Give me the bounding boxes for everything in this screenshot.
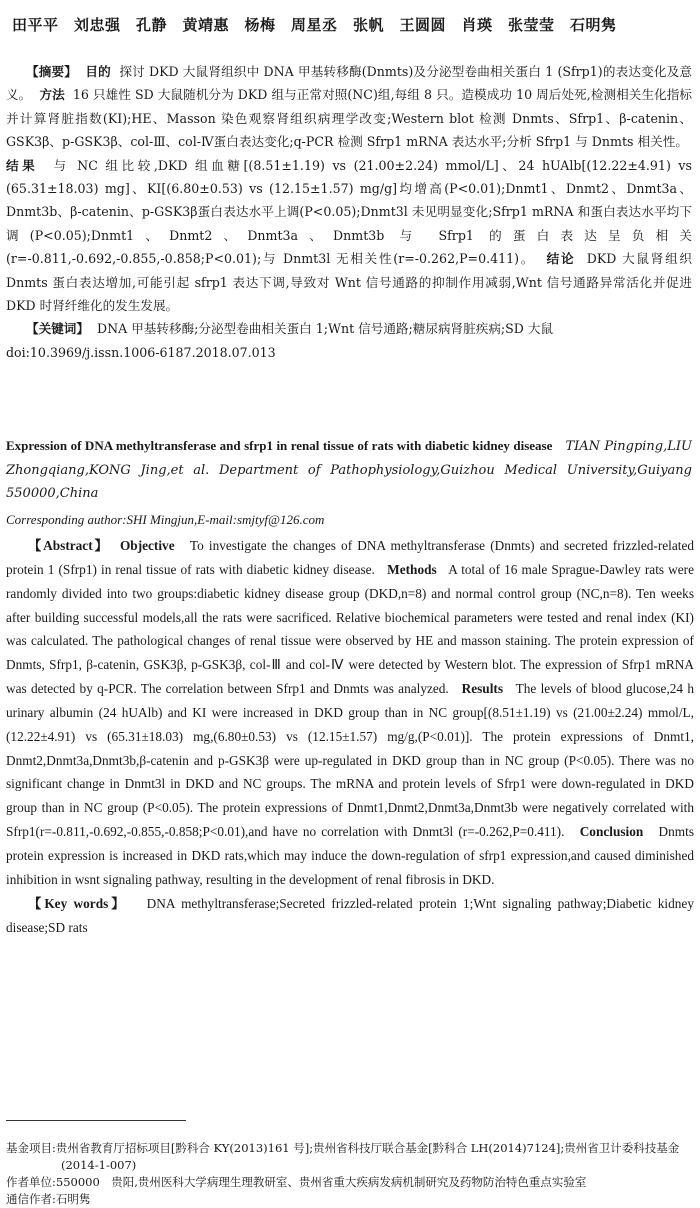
en-methods-text: A total of 16 male Sprague-Dawley rats were randomly divided into two groups:diabetic kidney disease group (DKD,n=8) and normal control group (NC,n=8). Ten weeks after building successful models,all the rats were sacrificed. Relative biochemical parameters were tested and renal index (KI) was calculated. The pathological changes of renal tissue were observed by HE and masson staining. The protein expression of Dnmts, Sfrp1, β-catenin, GSK3β, p-GSK3β, col-Ⅲ and col-Ⅳ were detected by Western blot. The expression of Sfrp1 mRNA was detected by q-PCR. The correlation between Sfrp1 and Dnmts was analyzed. <box>6 561 694 697</box>
en-objective-label: Objective <box>119 538 175 553</box>
methods-label: 方法 <box>39 87 65 103</box>
methods-text: 16 只雄性 SD 大鼠随机分为 DKD 组与正常对照(NC)组,每组 8 只。造模成功 10 周后处死,检测相关生化指标并计算肾脏指数(KI);HE、Masson 染色观察肾组织病理学改变;Western blot 检测 Dnmts、Sfrp1、β-catenin、GSK3β、p-GSK3β、col-Ⅲ、col-Ⅳ蛋白表达变化;q-PCR 检测 Sfrp1 mRNA 表达水平;分析 Sfrp1 与 Dnmts 相关性。 <box>6 87 693 150</box>
en-objective-text: To investigate the changes of DNA methyltransferase (Dnmts) and secreted frizzled-related protein 1 (Sfrp1) in renal tissue of rats with diabetic kidney disease. <box>6 538 694 577</box>
english-abstract-body <box>6 534 694 892</box>
en-results-text: The levels of blood glucose,24 h urinary albumin (24 hUAlb) and KI were increased in DKD group than in NC group[(8.51±1.19) vs (21.00±2.24) mmol/L,(12.22±4.91) vs (65.31±18.03) mg,(6.80±0.53) vs (12.15±1.57) mg/g,(P<0.01)]. The protein expressions of Dnmt1, Dnmt2,Dnmt3a,Dnmt3b,β-catenin and p-GSK3β were up-regulated in DKD group than in NC group (P<0.05). There was no significant change in Dnmt3l in DKD and NC groups. The mRNA and protein levels of Sfrp1 were down-regulated in DKD group than in NC group (P<0.05). The protein expressions of Dnmt1,Dnmt2,Dnmt3a,Dnmt3b were negatively correlated with Sfrp1(r=-0.811,-0.692,-0.855,-0.858;P<0.01),and have no correlation with Dnmt3l (r=-0.262,P=0.411). <box>6 681 695 840</box>
english-title: Expression of DNA methyltransferase and sfrp1 in renal tissue of rats with diabetic kidney disease <box>6 438 553 453</box>
chinese-abstract <box>6 60 692 364</box>
abstract-label: 【摘要】 <box>26 64 78 79</box>
english-title-block <box>6 434 692 506</box>
results-label: 结果 <box>6 157 39 173</box>
en-conclusion-label: Conclusion <box>579 824 644 840</box>
objective-text: 探讨 DKD 大鼠肾组织中 DNA 甲基转移酶(Dnmts)及分泌型卷曲相关蛋白 1 (Sfrp1)的表达变化及意义。 <box>6 64 693 103</box>
en-keywords-label: 【Key words】 <box>28 895 128 911</box>
footnote-divider <box>6 1120 186 1121</box>
chinese-keywords <box>6 317 692 340</box>
doi: doi:10.3969/j.issn.1006-6187.2018.07.013 <box>6 344 276 360</box>
keywords-text: DNA 甲基转移酶;分泌型卷曲相关蛋白 1;Wnt 信号通路;糖尿病肾脏疾病;SD 大鼠 <box>96 321 554 337</box>
conclusion-text: DKD 大鼠肾组织 Dnmts 蛋白表达增加,可能引起 sfrp1 表达下调,导致对 Wnt 信号通路的抑制作用减弱,Wnt 信号通路异常活化并促进 DKD 时肾纤维化的发生发展。 <box>6 251 693 314</box>
english-affiliation: TIAN Pingping,LIU Zhongqiang,KONG Jing,et al. Department of Pathophysiology,Guizhou Medical University,Guiyang 550000,China <box>6 439 692 501</box>
en-conclusion-text: Dnmts protein expression is increased in DKD rats,which may induce the down-regulation of sfrp1 expression,and caused diminished inhibition in wsnt signaling pathway, resulting in the development of renal fibrosis in DKD. <box>6 824 694 887</box>
chinese-abstract-body <box>6 60 692 317</box>
funding-note: 基金项目:贵州省教育厅招标项目[黔科合 KY(2013)161 号];贵州省科技厅联合基金[黔科合 LH(2014)7124];贵州省卫计委科技基金(2014-1-007) <box>6 1141 680 1172</box>
en-abstract-label: 【Abstract】 <box>28 538 110 553</box>
english-keywords <box>6 892 694 940</box>
footnotes <box>6 1140 692 1208</box>
conclusion-label: 结论 <box>546 251 576 267</box>
en-keywords-text: DNA methyltransferase;Secreted frizzled-related protein 1;Wnt signaling pathway;Diabetic kidney disease;SD rats <box>6 895 694 935</box>
objective-label: 目的 <box>85 64 111 79</box>
en-methods-label: Methods <box>387 561 437 577</box>
corresponding-author: Corresponding author:SHI Mingjun,E-mail:smjtyf@126.com <box>6 512 325 527</box>
author-list: 田平平 刘忠强 孔静 黄靖惠 杨梅 周星丞 张帆 王圆圆 肖瑛 张莹莹 石明隽 <box>12 16 617 34</box>
corresponding-author-note: 通信作者:石明隽 <box>6 1192 91 1206</box>
results-text: 与 NC 组比较,DKD 组血糖[(8.51±1.19) vs (21.00±2.24) mmol/L]、24 hUAlb[(12.22±4.91) vs (65.31±18.03) mg]、KI[(6.80±0.53) vs (12.15±1.57) mg/g]均增高(P<0.01);Dnmt1、Dnmt2、Dnmt3a、Dnmt3b、β-catenin、p-GSK3β蛋白表达水平上调(P<0.05);Dnmt3l 未见明显变化;Sfrp1 mRNA 和蛋白表达水平均下调(P<0.05);Dnmt1、Dnmt2、Dnmt3a、Dnmt3b 与 Sfrp1 的蛋白表达呈负相关(r=-0.811,-0.692,-0.855,-0.858;P<0.01);与 Dnmt3l 无相关性(r=-0.262,P=0.411)。 <box>6 157 692 267</box>
keywords-label: 【关键词】 <box>26 321 89 337</box>
en-results-label: Results <box>461 681 503 697</box>
author-unit-note: 作者单位:550000 贵阳,贵州医科大学病理生理教研室、贵州省重大疾病发病机制研究及药物防治特色重点实验室 <box>6 1175 587 1189</box>
english-abstract <box>6 534 694 939</box>
